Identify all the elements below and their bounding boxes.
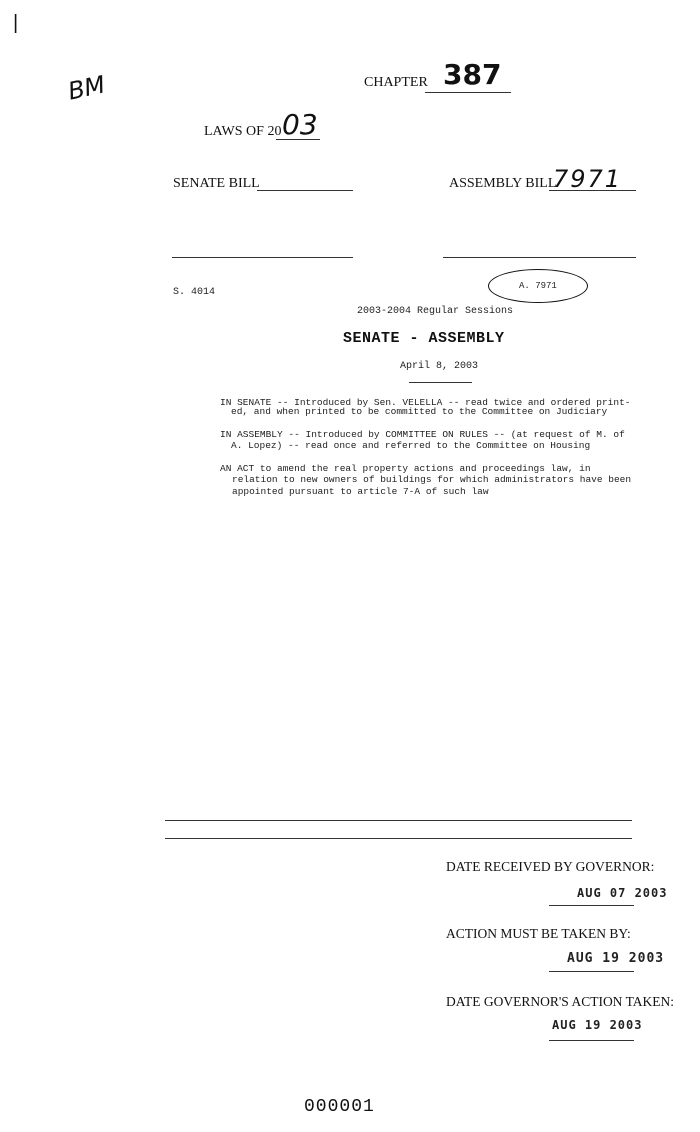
senate-bill-label: SENATE BILL	[173, 176, 260, 191]
document-title: SENATE - ASSEMBLY	[343, 330, 505, 347]
senate-bill-code: S. 4014	[173, 287, 216, 298]
date-rule	[409, 382, 472, 383]
assembly-bill-underline	[549, 190, 636, 191]
senate-bill-underline	[257, 190, 353, 191]
act-line-2: relation to new owners of buildings for which administrators have been	[232, 474, 632, 485]
introduction-date: April 8, 2003	[400, 361, 479, 372]
assembly-intro-line-1: IN ASSEMBLY -- Introduced by COMMITTEE ON RULES -- (at request of M. of	[220, 429, 625, 440]
margin-mark: |	[13, 12, 19, 34]
received-date-line	[549, 905, 634, 906]
blank-line-left	[172, 257, 353, 258]
session-text: 2003-2004 Regular Sessions	[357, 306, 514, 317]
rule-lower	[165, 838, 632, 839]
received-label: DATE RECEIVED BY GOVERNOR:	[446, 859, 655, 874]
chapter-underline	[425, 92, 511, 93]
assembly-intro-line-2: A. Lopez) -- read once and referred to the Committee on Housing	[231, 440, 591, 451]
assembly-bill-code: A. 7971	[519, 281, 557, 291]
assembly-bill-label: ASSEMBLY BILL	[449, 176, 557, 191]
laws-year: 03	[282, 108, 318, 141]
handwritten-initials: BM	[65, 70, 108, 106]
senate-intro-line-2: ed, and when printed to be committed to the Committee on Judiciary	[231, 406, 608, 417]
assembly-bill-number: 7971	[553, 165, 623, 193]
action-taken-date-line	[549, 1040, 634, 1041]
action-by-date-stamp: AUG 19 2003	[567, 951, 665, 966]
blank-line-right	[443, 257, 636, 258]
laws-underline	[276, 139, 320, 140]
senate-intro-line-1: IN SENATE -- Introduced by Sen. VELELLA -- read twice and ordered print-	[220, 397, 631, 408]
act-line-3: appointed pursuant to article 7-A of such law	[232, 486, 489, 497]
chapter-number: 387	[443, 58, 502, 91]
action-by-label: ACTION MUST BE TAKEN BY:	[446, 926, 631, 941]
action-taken-date-stamp: AUG 19 2003	[552, 1018, 643, 1032]
action-by-date-line	[549, 971, 634, 972]
act-line-1: AN ACT to amend the real property actions and proceedings law, in	[220, 463, 591, 474]
action-taken-label: DATE GOVERNOR'S ACTION TAKEN:	[446, 994, 674, 1009]
laws-label: LAWS OF 20	[204, 124, 282, 139]
rule-upper	[165, 820, 632, 821]
received-date-stamp: AUG 07 2003	[577, 886, 668, 900]
chapter-label: CHAPTER	[364, 75, 428, 90]
page-number: 000001	[304, 1097, 375, 1117]
